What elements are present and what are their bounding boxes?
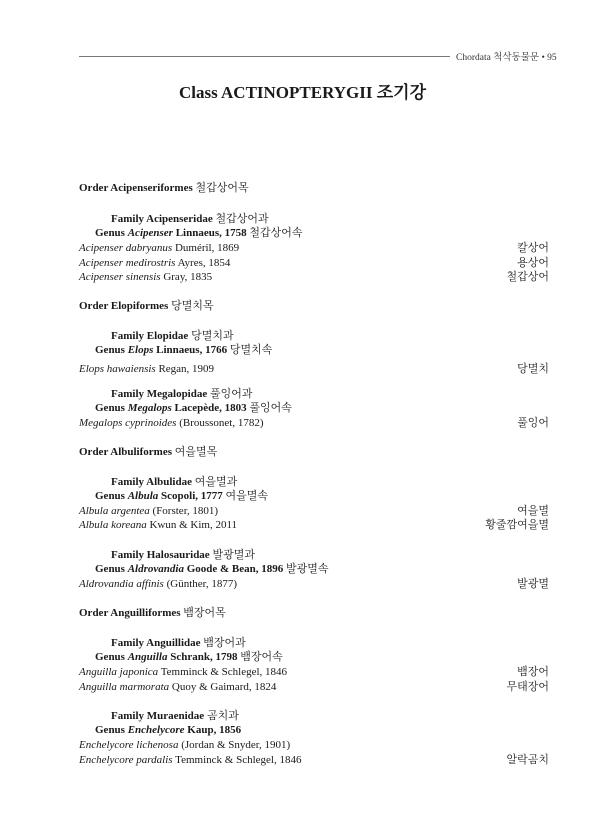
species-name: Elops hawaiensis: [79, 363, 156, 375]
genus-korean: 풀잉어속: [249, 402, 292, 414]
genus-prefix: Genus: [95, 651, 128, 663]
species-authority: (Jordan & Snyder, 1901): [178, 739, 291, 751]
genus-line: [79, 489, 565, 503]
genus-prefix: Genus: [95, 402, 128, 414]
species-line: [79, 738, 549, 752]
order-korean: 여을멸목: [174, 446, 218, 458]
genus-korean: 철갑상어속: [249, 227, 303, 239]
genus-name: Anguilla: [127, 651, 168, 663]
korean-common-name: 알락곰치: [506, 754, 549, 766]
order-line: [79, 606, 549, 620]
species-name: Anguilla marmorata: [79, 681, 170, 693]
genus-name: Albula: [127, 490, 159, 502]
order-line: [79, 299, 549, 313]
korean-common-name: 여을멸: [517, 505, 549, 517]
genus-name: Elops: [127, 344, 154, 356]
genus-line: [79, 226, 565, 240]
genus-name: Aldrovandia: [127, 563, 184, 575]
species-authority: Gray, 1835: [160, 271, 213, 283]
page-title: Class ACTINOPTERYGII 조기강: [178, 83, 427, 102]
genus-korean: 당멸치속: [229, 344, 273, 356]
species-authority: Regan, 1909: [155, 363, 215, 375]
species-name: Anguilla japonica: [79, 666, 159, 678]
genus-korean: 뱀장어속: [240, 651, 283, 663]
species-line: [79, 416, 549, 430]
genus-line: [79, 562, 565, 576]
family-line: [79, 636, 581, 650]
order-line: [79, 181, 549, 195]
family-name: Family Megalopidae: [111, 388, 208, 400]
species-authority: (Broussonet, 1782): [176, 417, 264, 429]
genus-authority: Kaup, 1856: [184, 724, 242, 736]
genus-line: [79, 723, 565, 737]
species-authority: Kwun & Kim, 2011: [146, 519, 238, 531]
genus-authority: Goode & Bean, 1896: [183, 563, 284, 575]
species-name: Aldrovandia affinis: [79, 578, 164, 590]
species-line: [79, 518, 549, 532]
species-name: Acipenser sinensis: [79, 271, 161, 283]
species-line: [79, 241, 549, 255]
genus-prefix: Genus: [95, 344, 128, 356]
species-line: [79, 680, 549, 694]
family-korean: 여을멸과: [194, 476, 238, 488]
species-name: Megalops cyprinoides: [79, 417, 177, 429]
korean-common-name: 황줄깜여을멸: [485, 519, 549, 531]
genus-authority: Scopoli, 1777: [158, 490, 223, 502]
order-name: Order Albuliformes: [79, 446, 172, 458]
species-authority: (Forster, 1801): [149, 505, 219, 517]
species-name: Acipenser dabryanus: [79, 242, 173, 254]
family-name: Family Anguillidae: [111, 637, 201, 649]
order-line: [79, 445, 549, 459]
species-authority: Temminck & Schlegel, 1846: [172, 754, 302, 766]
korean-common-name: 발광멸: [517, 578, 549, 590]
korean-common-name: 당멸치: [517, 363, 549, 375]
header-rule: [79, 56, 450, 57]
order-name: Order Acipenseriformes: [79, 182, 193, 194]
family-korean: 철갑상어과: [215, 213, 269, 225]
species-authority: Temminck & Schlegel, 1846: [158, 666, 288, 678]
order-korean: 당멸치목: [171, 300, 214, 312]
species-line: [79, 577, 549, 591]
genus-prefix: Genus: [95, 724, 128, 736]
family-line: [79, 548, 581, 562]
running-header: Chordata 척삭동물문 • 95: [456, 53, 557, 63]
family-name: Family Muraenidae: [111, 710, 205, 722]
species-authority: Quoy & Gaimard, 1824: [169, 681, 277, 693]
family-korean: 풀잉어과: [210, 388, 253, 400]
family-name: Family Albulidae: [111, 476, 192, 488]
species-line: [79, 504, 549, 518]
species-line: [79, 665, 549, 679]
family-korean: 뱀장어과: [203, 637, 246, 649]
species-name: Albula koreana: [79, 519, 147, 531]
genus-prefix: Genus: [95, 490, 128, 502]
family-name: Family Acipenseridae: [111, 213, 213, 225]
korean-common-name: 용상어: [517, 257, 549, 269]
genus-line: [79, 650, 565, 664]
genus-name: Acipenser: [127, 227, 173, 239]
family-line: [79, 709, 581, 723]
family-line: [79, 212, 581, 226]
order-name: Order Elopiformes: [79, 300, 169, 312]
korean-common-name: 철갑상어: [506, 271, 549, 283]
species-line: [79, 270, 549, 284]
genus-prefix: Genus: [95, 563, 128, 575]
family-name: Family Halosauridae: [111, 549, 210, 561]
genus-name: Megalops: [127, 402, 172, 414]
genus-prefix: Genus: [95, 227, 128, 239]
species-name: Albula argentea: [79, 505, 150, 517]
species-authority: Ayres, 1854: [175, 257, 231, 269]
species-name: Enchelycore lichenosa: [79, 739, 179, 751]
species-line: [79, 256, 549, 270]
species-authority: (Günther, 1877): [163, 578, 238, 590]
genus-authority: Linnaeus, 1766: [153, 344, 228, 356]
genus-name: Enchelycore: [127, 724, 185, 736]
genus-line: [79, 401, 565, 415]
order-korean: 철갑상어목: [195, 182, 249, 194]
species-authority: Duméril, 1869: [172, 242, 240, 254]
family-korean: 당멸치과: [191, 330, 234, 342]
species-name: Acipenser medirostris: [79, 257, 176, 269]
genus-authority: Linnaeus, 1758: [172, 227, 247, 239]
family-korean: 곰치과: [206, 710, 239, 722]
order-korean: 뱀장어목: [183, 607, 226, 619]
korean-common-name: 무태장어: [506, 681, 549, 693]
genus-authority: Schrank, 1798: [167, 651, 238, 663]
korean-common-name: 뱀장어: [517, 666, 549, 678]
species-name: Enchelycore pardalis: [79, 754, 173, 766]
species-line: [79, 362, 549, 376]
family-line: [79, 387, 581, 401]
genus-authority: Lacepède, 1803: [171, 402, 247, 414]
genus-line: [79, 343, 565, 357]
family-name: Family Elopidae: [111, 330, 189, 342]
korean-common-name: 풀잉어: [517, 417, 549, 429]
species-line: [79, 753, 549, 767]
order-name: Order Anguilliformes: [79, 607, 181, 619]
family-line: [79, 329, 581, 343]
family-korean: 발광멸과: [212, 549, 255, 561]
genus-korean: 여을멸속: [225, 490, 269, 502]
korean-common-name: 칼상어: [517, 242, 549, 254]
genus-korean: 발광멸속: [286, 563, 329, 575]
family-line: [79, 475, 581, 489]
